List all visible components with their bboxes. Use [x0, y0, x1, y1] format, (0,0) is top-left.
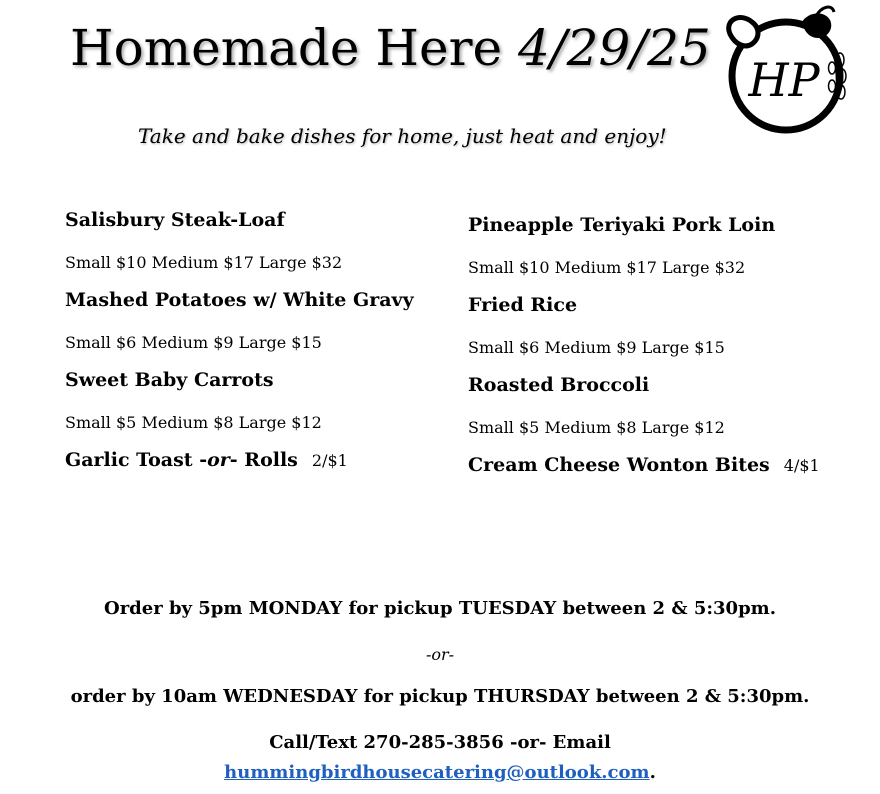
order-deadline-tuesday: Order by 5pm MONDAY for pickup TUESDAY between 2 & 5:30pm. — [104, 598, 776, 619]
menu-item-name: Roasted Broccoli — [468, 374, 650, 396]
menu-item-price: Small $5 Medium $8 Large $12 — [65, 413, 322, 432]
menu-item-name: Fried Rice — [468, 294, 578, 316]
homemade-here-logo-icon — [716, 4, 856, 138]
contact-email-line — [0, 762, 880, 783]
menu-column-left — [65, 207, 465, 473]
logo-monogram: HP — [748, 53, 820, 107]
email-suffix: . — [649, 762, 656, 783]
menu-column-right — [468, 212, 868, 478]
menu-item-name: Pineapple Teriyaki Pork Loin — [468, 214, 776, 236]
subtitle: Take and bake dishes for home, just heat and enjoy! — [138, 124, 667, 148]
menu-item-name: Sweet Baby Carrots — [65, 369, 274, 391]
menu-item-qty-price: 4/$1 — [783, 456, 820, 475]
email-link[interactable]: hummingbirdhousecatering@outlook.com — [224, 762, 650, 783]
menu-item-price: Small $6 Medium $9 Large $15 — [468, 338, 725, 357]
order-deadline-thursday: order by 10am WEDNESDAY for pickup THURSDAY between 2 & 5:30pm. — [70, 686, 810, 707]
menu-item-name: Mashed Potatoes w/ White Gravy — [65, 289, 414, 311]
title-text: Homemade Here — [70, 19, 503, 77]
menu-item-name-or: or — [207, 449, 230, 471]
menu-item-price: Small $6 Medium $9 Large $15 — [65, 333, 322, 352]
menu-item-name: Salisbury Steak-Loaf — [65, 209, 285, 231]
menu-item-qty-price: 2/$1 — [311, 451, 348, 470]
menu-item-name-wonton-bites — [468, 452, 868, 478]
menu-item-price: Small $10 Medium $17 Large $32 — [65, 253, 343, 272]
menu-item-name-part: Garlic Toast - — [65, 449, 208, 471]
menu-item-name-garlic-toast — [65, 447, 465, 473]
menu-item-name-part: - Rolls — [229, 449, 298, 471]
title-date: 4/29/25 — [518, 19, 711, 77]
menu-item-name-part: Cream Cheese Wonton Bites — [468, 454, 770, 476]
page-title — [70, 18, 711, 78]
or-separator: -or- — [425, 645, 455, 664]
menu-item-price: Small $5 Medium $8 Large $12 — [468, 418, 725, 437]
contact-phone-line: Call/Text 270-285-3856 -or- Email — [269, 732, 611, 753]
menu-item-price: Small $10 Medium $17 Large $32 — [468, 258, 746, 277]
